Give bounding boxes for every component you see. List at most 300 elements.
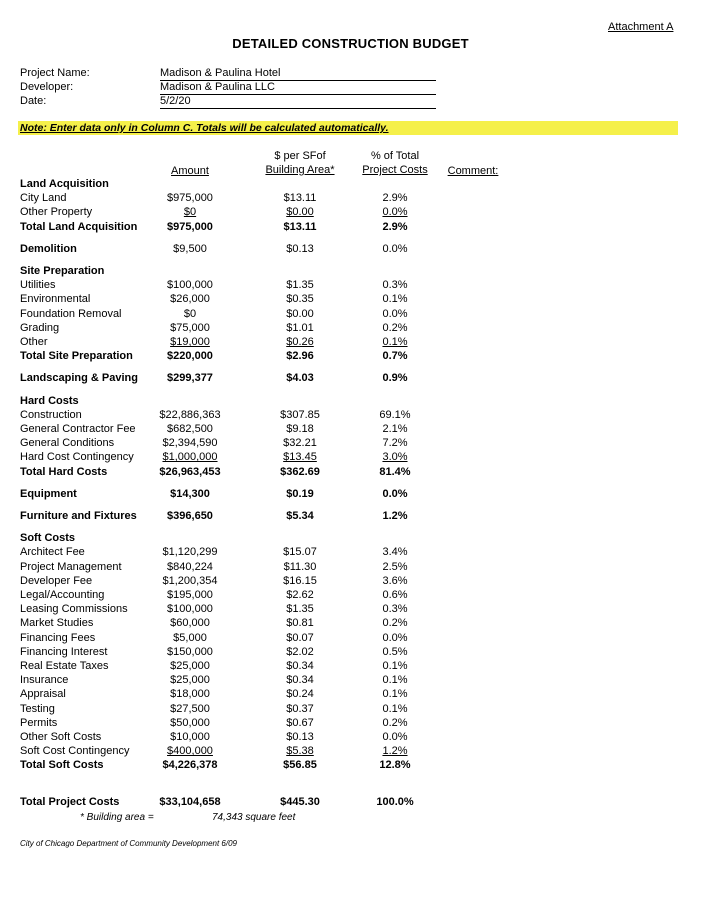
amount-cell-value: $1,000,000 — [162, 451, 218, 464]
table-row — [0, 673, 701, 687]
pct-cell-value: 7.2% — [382, 437, 408, 450]
row-label: Other Soft Costs — [20, 731, 102, 743]
footer-note: City of Chicago Department of Community Development 6/09 — [20, 839, 237, 848]
amount-cell-value: $25,000 — [170, 674, 210, 687]
table-row — [0, 450, 701, 464]
pct-cell-value: 0.1% — [382, 293, 408, 306]
amount-cell[interactable] — [150, 545, 230, 559]
row-label: Financing Interest — [20, 645, 108, 658]
pct-cell-value: 3.4% — [382, 546, 408, 559]
psf-cell — [260, 242, 340, 256]
table-row — [0, 716, 701, 730]
amount-cell[interactable] — [150, 716, 230, 730]
pct-cell — [355, 560, 435, 574]
psf-cell — [260, 191, 340, 205]
page-title: DETAILED CONSTRUCTION BUDGET — [232, 36, 469, 51]
date-field[interactable]: 5/2/20 — [160, 95, 436, 109]
pct-cell — [355, 349, 435, 363]
pct-cell — [355, 335, 435, 349]
amount-cell[interactable] — [150, 307, 230, 321]
pct-cell-value: 2.1% — [382, 423, 408, 435]
psf-cell — [260, 560, 340, 574]
amount-cell-value: $2,394,590 — [162, 437, 218, 450]
amount-cell[interactable] — [150, 574, 230, 588]
pct-cell-value: 0.2% — [382, 716, 408, 729]
psf-cell-value: $4.03 — [286, 372, 314, 385]
pct-cell — [355, 487, 435, 501]
psf-cell-value: $2.62 — [286, 589, 314, 601]
pct-cell — [355, 191, 435, 205]
pct-cell-value: 0.3% — [382, 279, 408, 292]
amount-cell-value: $975,000 — [167, 192, 213, 205]
pct-cell-value: 0.0% — [382, 631, 408, 644]
row-label: Utilities — [20, 279, 56, 292]
amount-cell-value: $1,200,354 — [162, 574, 218, 587]
table-row — [0, 602, 701, 616]
pct-cell-value: 1.2% — [382, 745, 408, 758]
amount-cell[interactable] — [150, 408, 230, 422]
table-row — [0, 659, 701, 673]
table-row — [0, 191, 701, 205]
attachment-label: Attachment A — [608, 21, 674, 33]
psf-cell — [260, 436, 340, 450]
pct-cell — [355, 545, 435, 559]
amount-cell-value: $0 — [183, 206, 197, 219]
amount-cell[interactable] — [150, 645, 230, 659]
psf-cell — [260, 307, 340, 321]
amount-cell-value: $0 — [183, 307, 197, 320]
pct-cell-value: 0.1% — [382, 688, 408, 701]
amount-cell-value: $9,500 — [173, 242, 207, 255]
psf-cell — [260, 744, 340, 758]
amount-cell-value: $50,000 — [170, 716, 210, 729]
psf-cell — [260, 487, 340, 501]
amount-cell[interactable] — [150, 321, 230, 335]
psf-cell-value: $13.11 — [283, 220, 317, 233]
pct-cell-value: 12.8% — [379, 759, 411, 772]
psf-cell-value: $1.35 — [286, 603, 314, 616]
table-row — [0, 321, 701, 335]
psf-cell — [260, 349, 340, 363]
psf-cell-value: $0.19 — [286, 487, 314, 500]
psf-cell-value: $0.34 — [286, 674, 314, 687]
date-label: Date: — [20, 95, 47, 107]
psf-cell — [260, 292, 340, 306]
amount-cell[interactable] — [150, 659, 230, 673]
table-row — [0, 574, 701, 588]
psf-cell-value: $11.30 — [283, 560, 317, 573]
psf-cell-value: $16.15 — [283, 574, 317, 587]
amount-cell[interactable] — [150, 673, 230, 687]
psf-cell-value: $0.26 — [286, 336, 314, 348]
pct-cell-value: 2.5% — [382, 560, 408, 573]
amount-cell[interactable] — [150, 278, 230, 292]
psf-cell — [260, 371, 340, 385]
table-row — [0, 278, 701, 292]
pct-cell — [355, 574, 435, 588]
row-label: Soft Costs — [20, 532, 75, 545]
pct-cell — [355, 702, 435, 716]
row-label: Equipment — [20, 487, 77, 500]
row-label: Site Preparation — [20, 265, 105, 277]
amount-cell — [150, 509, 230, 523]
table-row — [0, 631, 701, 645]
amount-cell-value: $195,000 — [167, 589, 213, 601]
table-row — [0, 645, 701, 659]
row-label: Other Property — [20, 206, 93, 219]
amount-cell-value: $299,377 — [167, 372, 213, 385]
pct-cell-value: 0.0% — [382, 206, 408, 219]
psf-cell — [260, 450, 340, 464]
psf-cell-value: $32.21 — [283, 437, 317, 450]
pct-cell-value: 2.9% — [382, 192, 408, 205]
amount-cell-value: $5,000 — [173, 631, 207, 644]
total-row — [0, 758, 701, 772]
psf-cell-value: $2.02 — [286, 645, 314, 658]
pct-cell-value: 81.4% — [379, 465, 411, 478]
amount-cell-value: $400,000 — [167, 745, 213, 758]
row-label: Land Acquisition — [20, 178, 109, 190]
psf-cell — [260, 509, 340, 523]
psf-cell-value: $0.00 — [286, 206, 314, 219]
pct-cell — [355, 616, 435, 630]
psf-cell-value: $0.37 — [286, 702, 314, 715]
amount-cell-value: $4,226,378 — [162, 759, 218, 772]
table-row — [0, 744, 701, 758]
developer-label: Developer: — [20, 81, 74, 93]
pct-cell — [355, 645, 435, 659]
pct-cell-value: 0.2% — [382, 617, 408, 630]
row-label: Grading — [20, 321, 60, 334]
row-label: Leasing Commissions — [20, 603, 128, 616]
pct-cell-value: 100.0% — [376, 795, 414, 808]
pct-cell-value: 0.5% — [382, 645, 408, 658]
total-row — [0, 349, 701, 363]
psf-cell — [260, 631, 340, 645]
pct-cell — [355, 795, 435, 809]
table-row — [0, 545, 701, 559]
psf-cell-value: $13.45 — [283, 451, 317, 464]
building-area-value: 74,343 square feet — [212, 812, 296, 823]
row-label: Market Studies — [20, 617, 94, 630]
psf-cell — [260, 616, 340, 630]
table-row — [0, 422, 701, 436]
pct-header: % of Total Project Costs — [362, 150, 428, 176]
total-row — [0, 465, 701, 479]
row-label: City Land — [20, 192, 67, 205]
table-row — [0, 335, 701, 349]
amount-cell[interactable] — [150, 687, 230, 701]
amount-cell-value: $27,500 — [170, 702, 210, 715]
amount-cell[interactable] — [150, 588, 230, 602]
table-row — [0, 292, 701, 306]
psf-cell-value: $0.81 — [286, 617, 314, 630]
row-label: Foundation Removal — [20, 307, 122, 320]
pct-cell-value: 0.0% — [382, 487, 408, 500]
pct-cell — [355, 716, 435, 730]
table-row — [0, 307, 701, 321]
pct-cell — [355, 450, 435, 464]
psf-header: $ per SFof Building Area* — [265, 150, 335, 176]
section-header — [0, 394, 701, 408]
psf-cell — [260, 716, 340, 730]
psf-cell — [260, 321, 340, 335]
amount-cell-value: $840,224 — [167, 560, 213, 573]
psf-cell — [260, 335, 340, 349]
row-label: Total Hard Costs — [20, 465, 108, 478]
section-header — [0, 264, 701, 278]
amount-cell-value: $33,104,658 — [159, 795, 221, 808]
psf-cell — [260, 408, 340, 422]
pct-cell — [355, 509, 435, 523]
amount-cell[interactable] — [150, 242, 230, 256]
table-row — [0, 205, 701, 219]
psf-cell-value: $1.35 — [286, 279, 314, 292]
psf-cell-value: $445.30 — [280, 795, 320, 808]
row-label: Landscaping & Paving — [20, 372, 138, 385]
table-row — [0, 616, 701, 630]
table-row — [0, 408, 701, 422]
row-label: Testing — [20, 702, 55, 715]
pct-cell-value: 0.1% — [382, 336, 408, 348]
psf-cell-value: $9.18 — [286, 423, 314, 435]
row-label: Other — [20, 336, 48, 348]
pct-cell-value: 0.2% — [382, 321, 408, 334]
row-label: Construction — [20, 408, 82, 421]
psf-cell-value: $1.01 — [286, 321, 314, 334]
building-area-label: * Building area = — [80, 812, 154, 823]
amount-cell-value: $150,000 — [167, 645, 213, 658]
psf-cell-value: $362.69 — [280, 465, 320, 478]
pct-cell — [355, 292, 435, 306]
project-name-field[interactable]: Madison & Paulina Hotel — [160, 67, 436, 81]
section-header — [0, 177, 701, 191]
psf-cell — [260, 673, 340, 687]
amount-cell-value: $75,000 — [170, 321, 210, 334]
row-label: Legal/Accounting — [20, 589, 105, 601]
amount-cell — [150, 220, 230, 234]
pct-cell — [355, 278, 435, 292]
row-label: Real Estate Taxes — [20, 660, 109, 672]
pct-cell-value: 0.1% — [382, 660, 408, 672]
amount-cell-value: $60,000 — [170, 617, 210, 630]
psf-cell-value: $0.35 — [286, 293, 314, 306]
amount-cell-value: $975,000 — [167, 220, 213, 233]
pct-cell — [355, 242, 435, 256]
pct-cell-value: 0.0% — [382, 307, 408, 320]
amount-cell — [150, 465, 230, 479]
amount-cell — [150, 371, 230, 385]
psf-cell — [260, 702, 340, 716]
pct-cell-value: 0.3% — [382, 603, 408, 616]
row-label: Total Site Preparation — [20, 350, 133, 363]
psf-cell-value: $0.24 — [286, 688, 314, 701]
psf-cell-value: $0.13 — [286, 731, 314, 743]
pct-cell — [355, 436, 435, 450]
psf-cell — [260, 687, 340, 701]
row-label: Architect Fee — [20, 546, 85, 559]
psf-cell — [260, 730, 340, 744]
pct-cell-value: 3.6% — [382, 574, 408, 587]
row-label: Hard Costs — [20, 394, 79, 407]
amount-cell-value: $14,300 — [170, 487, 210, 500]
pct-cell — [355, 321, 435, 335]
psf-cell-value: $5.34 — [286, 510, 314, 522]
amount-cell[interactable] — [150, 422, 230, 436]
psf-cell — [260, 220, 340, 234]
amount-header: Amount — [171, 165, 209, 177]
pct-cell-value: 0.6% — [382, 589, 408, 601]
psf-cell-value: $15.07 — [283, 546, 317, 559]
pct-cell-value: 69.1% — [379, 408, 411, 421]
amount-cell[interactable] — [150, 450, 230, 464]
amount-cell[interactable] — [150, 631, 230, 645]
table-row — [0, 702, 701, 716]
project-name-label: Project Name: — [20, 67, 90, 79]
row-label: Hard Cost Contingency — [20, 451, 134, 464]
psf-cell-value: $0.34 — [286, 660, 314, 672]
amount-cell-value: $25,000 — [170, 660, 210, 672]
amount-cell-value: $100,000 — [167, 279, 213, 292]
amount-cell-value: $10,000 — [170, 731, 210, 743]
amount-cell-value: $220,000 — [167, 350, 213, 363]
pct-cell-value: 0.9% — [382, 372, 408, 385]
pct-cell-value: 3.0% — [382, 451, 408, 464]
row-label: Environmental — [20, 293, 91, 306]
psf-cell — [260, 758, 340, 772]
row-label: Demolition — [20, 242, 77, 255]
psf-cell — [260, 422, 340, 436]
psf-cell — [260, 659, 340, 673]
row-label: Project Management — [20, 560, 122, 573]
table-row — [0, 795, 701, 809]
psf-cell — [260, 545, 340, 559]
psf-cell-value: $0.00 — [286, 307, 314, 320]
amount-cell[interactable] — [150, 560, 230, 574]
pct-cell — [355, 205, 435, 219]
pct-cell — [355, 602, 435, 616]
row-label: Appraisal — [20, 688, 66, 701]
amount-cell[interactable] — [150, 191, 230, 205]
pct-cell — [355, 631, 435, 645]
row-label: Permits — [20, 716, 58, 729]
amount-cell[interactable] — [150, 292, 230, 306]
pct-cell-value: 0.0% — [382, 731, 408, 743]
row-label: Insurance — [20, 674, 69, 687]
row-label: Total Soft Costs — [20, 759, 104, 772]
amount-cell[interactable] — [150, 744, 230, 758]
pct-cell — [355, 744, 435, 758]
amount-cell-value: $1,120,299 — [162, 546, 218, 559]
amount-cell[interactable] — [150, 730, 230, 744]
section-header — [0, 531, 701, 545]
row-label: Furniture and Fixtures — [20, 510, 137, 522]
amount-cell — [150, 487, 230, 501]
developer-field[interactable]: Madison & Paulina LLC — [160, 81, 436, 95]
table-row — [0, 687, 701, 701]
amount-cell[interactable] — [150, 335, 230, 349]
amount-cell-value: $18,000 — [170, 688, 210, 701]
pct-cell — [355, 371, 435, 385]
psf-cell-value: $5.38 — [286, 745, 314, 758]
row-label: General Contractor Fee — [20, 423, 136, 435]
pct-cell — [355, 659, 435, 673]
row-label: Financing Fees — [20, 631, 96, 644]
pct-cell — [355, 673, 435, 687]
amount-cell — [150, 758, 230, 772]
pct-cell — [355, 588, 435, 602]
pct-cell-value: 1.2% — [382, 510, 408, 522]
table-row — [0, 487, 701, 501]
amount-cell[interactable] — [150, 702, 230, 716]
pct-cell-value: 0.7% — [382, 350, 408, 363]
amount-cell-value: $100,000 — [167, 603, 213, 616]
pct-cell — [355, 220, 435, 234]
pct-cell-value: 0.1% — [382, 674, 408, 687]
psf-cell-value: $307.85 — [280, 408, 320, 421]
pct-cell-value: 0.1% — [382, 702, 408, 715]
table-row — [0, 436, 701, 450]
psf-cell-value: $13.11 — [283, 192, 317, 205]
table-row — [0, 242, 701, 256]
amount-cell — [150, 349, 230, 363]
instruction-note: Note: Enter data only in Column C. Totals will be calculated automatically. — [18, 121, 678, 135]
psf-cell — [260, 645, 340, 659]
amount-cell-value: $396,650 — [167, 510, 213, 522]
pct-cell — [355, 307, 435, 321]
amount-cell-value: $19,000 — [170, 336, 210, 348]
pct-cell — [355, 758, 435, 772]
table-row — [0, 371, 701, 385]
psf-cell-value: $0.07 — [286, 631, 314, 644]
psf-cell — [260, 205, 340, 219]
pct-cell — [355, 687, 435, 701]
table-row — [0, 588, 701, 602]
psf-cell-value: $0.67 — [286, 716, 314, 729]
row-label: Developer Fee — [20, 574, 93, 587]
psf-cell-value: $0.13 — [286, 242, 314, 255]
amount-cell[interactable] — [150, 616, 230, 630]
pct-cell-value: 2.9% — [382, 220, 408, 233]
pct-cell — [355, 465, 435, 479]
table-row — [0, 509, 701, 523]
psf-cell — [260, 278, 340, 292]
pct-cell — [355, 730, 435, 744]
amount-cell-value: $682,500 — [167, 423, 213, 435]
amount-cell-value: $26,000 — [170, 293, 210, 306]
amount-cell[interactable] — [150, 205, 230, 219]
pct-cell — [355, 422, 435, 436]
amount-cell[interactable] — [150, 602, 230, 616]
amount-cell-value: $26,963,453 — [159, 465, 221, 478]
total-row — [0, 220, 701, 234]
psf-cell — [260, 574, 340, 588]
row-label: Total Land Acquisition — [20, 220, 138, 233]
pct-cell-value: 0.0% — [382, 242, 408, 255]
psf-cell-value: $56.85 — [283, 759, 317, 772]
psf-cell — [260, 588, 340, 602]
psf-cell — [260, 465, 340, 479]
amount-cell — [150, 795, 230, 809]
row-label: Total Project Costs — [20, 795, 120, 808]
psf-cell-value: $2.96 — [286, 350, 314, 363]
psf-cell — [260, 602, 340, 616]
pct-cell — [355, 408, 435, 422]
comment-header: Comment: — [447, 165, 499, 177]
psf-cell — [260, 795, 340, 809]
row-label: Soft Cost Contingency — [20, 745, 130, 758]
amount-cell[interactable] — [150, 436, 230, 450]
